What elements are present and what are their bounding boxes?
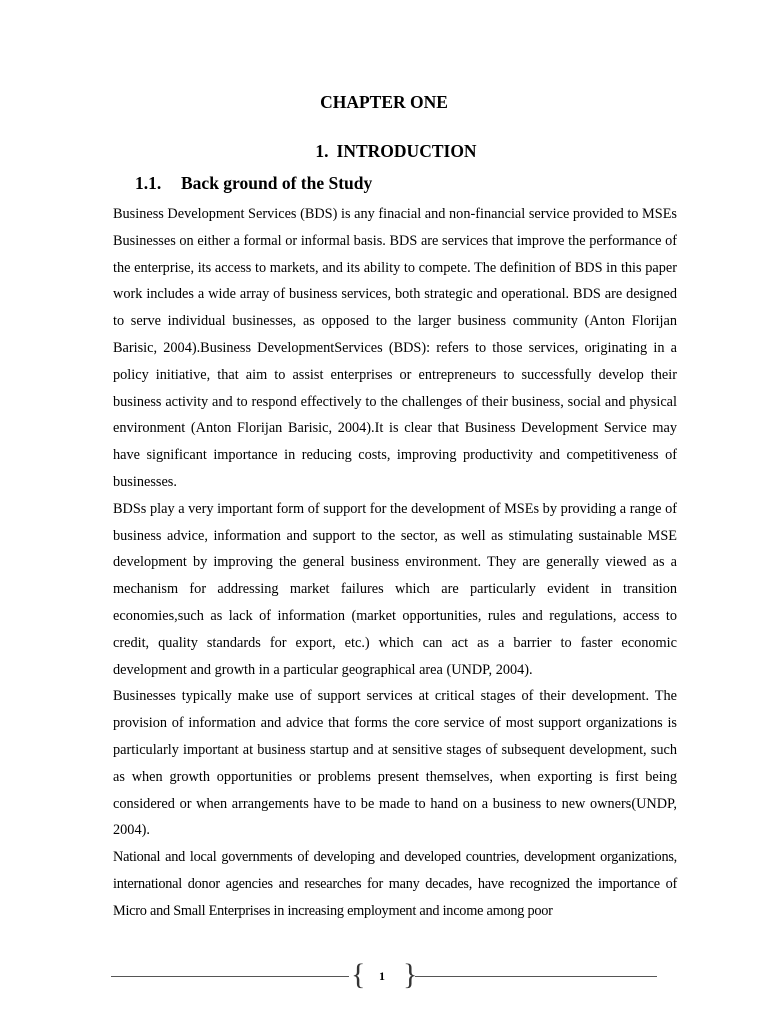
paragraph-bds-support: BDSs play a very important form of support for the development of MSEs by providing a range of business advice, information and support to the sector, as well as stimulating sustainable MSE development by improving the general business environment. They are generally viewed as a mechanism for addressing market failures which are particularly evident in transition economies,such as lack of information (market opportunities, rules and regulations, access to credit, quality standards for export, etc.) which can act as a barrier to faster economic development and growth in a particular geographical area (UNDP, 2004). — [113, 500, 677, 678]
subsection-heading — [135, 173, 372, 194]
paragraph-support-services: Businesses typically make use of support services at critical stages of their development. The provision of information and advice that forms the core service of most support organizations is particularly important at business startup and at sensitive stages of subsequent development, such as when growth opportunities or problems present themselves, when exporting is first being considered or when arrangements have to be made to hand on a business to new owners(UNDP, 2004). — [113, 688, 677, 839]
body-text — [113, 201, 677, 925]
open-brace-icon: { — [351, 958, 366, 991]
footer-rule-left — [111, 976, 349, 977]
chapter-heading: CHAPTER ONE — [320, 92, 448, 112]
page-number: 1 — [379, 969, 385, 983]
subsection-title: Back ground of the Study — [181, 173, 373, 193]
section-title: INTRODUCTION — [336, 141, 477, 161]
paragraph-governments: National and local governments of developing and developed countries, development organizations, international donor agencies and researches for many decades, have recognized the importance of Micro and Small Enterprises in increasing employment and income among poor — [113, 849, 677, 919]
paragraph-bds-definition: Business Development Services (BDS) is any finacial and non-financial service provided to MSEs Businesses on either a formal or informal basis. BDS are services that improve the performance of the enterprise, its access to markets, and its ability to compete. The definition of BDS in this paper work includes a wide array of business services, both strategic and operational. BDS are designed to serve individual businesses, as opposed to the larger business community (Anton Florijan Barisic, 2004).Business DevelopmentServices (BDS): refers to those services, originating in a policy initiative, that aim to assist enterprises or entrepreneurs to successfully develop their business activity and to respond effectively to the challenges of their business, social and physical environment (Anton Florijan Barisic, 2004).It is clear that Business Development Service may have significant importance in reducing costs, improving productivity and competitiveness of businesses. — [113, 206, 677, 490]
section-heading — [0, 141, 768, 162]
subsection-number: 1.1. — [135, 173, 162, 193]
section-number: 1. — [315, 141, 329, 161]
close-brace-icon: } — [403, 958, 418, 991]
page-footer — [111, 958, 657, 992]
footer-rule-right — [415, 976, 657, 977]
